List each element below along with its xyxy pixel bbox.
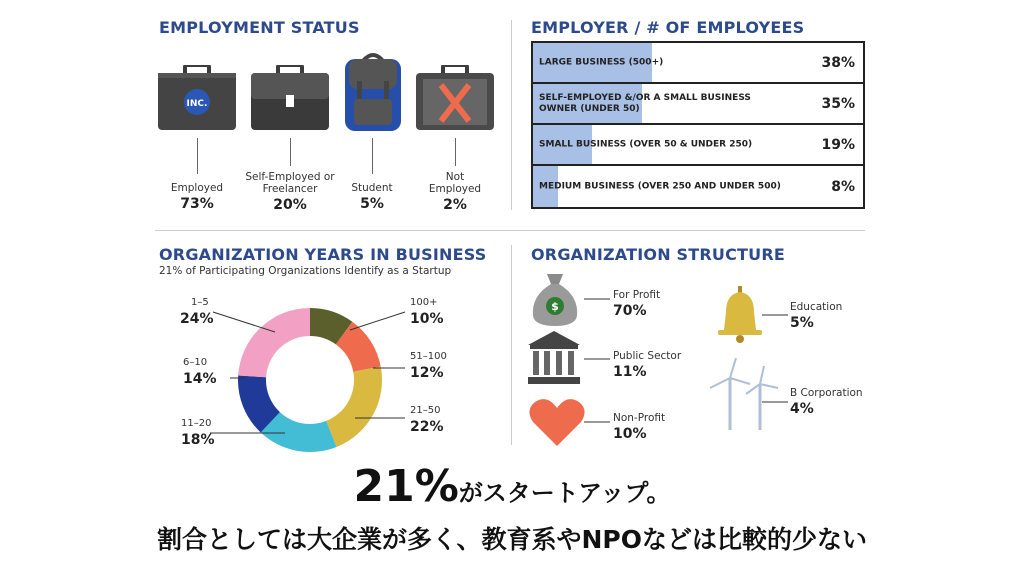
employment-value: 20% <box>273 197 307 213</box>
money-bag-icon <box>531 270 579 326</box>
donut-value-51-100: 12% <box>410 365 444 381</box>
donut-label-6-10: 6–10 <box>183 357 208 368</box>
donut-leader-lines <box>205 300 420 440</box>
employment-value: 73% <box>180 196 214 212</box>
section-divider <box>511 245 512 445</box>
employer-pct: 8% <box>831 178 855 195</box>
employment-leader-line <box>372 138 373 174</box>
inc-badge-text: INC. <box>186 99 208 109</box>
donut-label-21-50: 21–50 <box>410 405 441 416</box>
donut-label-51-100: 51–100 <box>410 351 447 362</box>
employment-label: Employed <box>170 182 224 194</box>
employment-leader-line <box>197 138 198 174</box>
employer-pct: 19% <box>821 136 855 153</box>
briefcase-inc-icon <box>157 65 237 131</box>
donut-value-11-20: 18% <box>181 432 215 448</box>
employer-row <box>533 166 863 207</box>
employer-table <box>531 41 865 209</box>
employment-label: Not Employed <box>428 171 482 195</box>
years-subtitle: 21% of Participating Organizations Identify as a Startup <box>159 265 452 277</box>
employer-label: SELF-EMPLOYED &/OR A SMALL BUSINESS OWNER (UNDER 50) <box>539 92 751 114</box>
employment-label: Student <box>351 182 393 194</box>
backpack-icon <box>344 51 402 131</box>
employment-leader-line <box>455 138 456 166</box>
structure-label-for-profit: For Profit <box>613 289 661 301</box>
employer-label: SMALL BUSINESS (OVER 50 & UNDER 250) <box>539 139 753 149</box>
structure-value-non-profit: 10% <box>613 426 647 442</box>
briefcase-x-icon <box>415 65 495 131</box>
employer-row <box>533 84 863 125</box>
donut-value-21-50: 22% <box>410 419 444 435</box>
structure-label-public-sector: Public Sector <box>613 350 682 362</box>
section-divider <box>155 230 865 231</box>
svg-text:$: $ <box>551 300 559 313</box>
caption-rest: がスタートアップ。 <box>458 479 671 507</box>
caption-headline <box>0 461 1024 512</box>
employer-label: MEDIUM BUSINESS (OVER 250 AND UNDER 500) <box>539 181 781 191</box>
structure-title: ORGANIZATION STRUCTURE <box>531 245 786 264</box>
structure-label-education: Education <box>790 301 843 313</box>
donut-value-100plus: 10% <box>410 311 444 327</box>
employment-value: 2% <box>443 197 467 213</box>
employment-label: Self-Employed or Freelancer <box>245 171 335 195</box>
caption-subline: 割合としては大企業が多く、教育系やNPOなどは比較的少ない <box>156 525 867 554</box>
structure-value-education: 5% <box>790 315 814 331</box>
structure-value-public-sector: 11% <box>613 364 647 380</box>
employment-leader-line <box>290 138 291 166</box>
heart-icon <box>529 398 585 448</box>
donut-label-11-20: 11–20 <box>181 418 212 429</box>
donut-value-1-5: 24% <box>180 311 214 327</box>
caption-number: 21% <box>353 461 459 512</box>
years-title: ORGANIZATION YEARS IN BUSINESS <box>159 245 487 264</box>
donut-label-100plus: 100+ <box>410 297 438 308</box>
structure-label-non-profit: Non-Profit <box>613 412 666 424</box>
government-building-icon <box>526 331 582 385</box>
employer-pct: 38% <box>821 54 855 71</box>
structure-label-b-corporation: B Corporation <box>790 387 863 399</box>
structure-value-for-profit: 70% <box>613 303 647 319</box>
employment-value: 5% <box>360 196 384 212</box>
employer-pct: 35% <box>821 95 855 112</box>
section-divider <box>511 20 512 210</box>
employer-row <box>533 125 863 166</box>
structure-leader-lines <box>584 290 614 430</box>
employer-title: EMPLOYER / # OF EMPLOYEES <box>531 18 805 37</box>
donut-label-1-5: 1–5 <box>191 297 209 308</box>
employment-item-not-employed <box>400 171 510 213</box>
briefcase-icon <box>250 65 330 131</box>
employer-label: LARGE BUSINESS (500+) <box>539 57 664 67</box>
structure-leader-lines-right <box>762 300 792 410</box>
employer-row <box>533 43 863 84</box>
bell-icon <box>716 286 764 344</box>
donut-value-6-10: 14% <box>183 371 217 387</box>
structure-value-b-corporation: 4% <box>790 401 814 417</box>
employment-status-title: EMPLOYMENT STATUS <box>159 18 360 37</box>
